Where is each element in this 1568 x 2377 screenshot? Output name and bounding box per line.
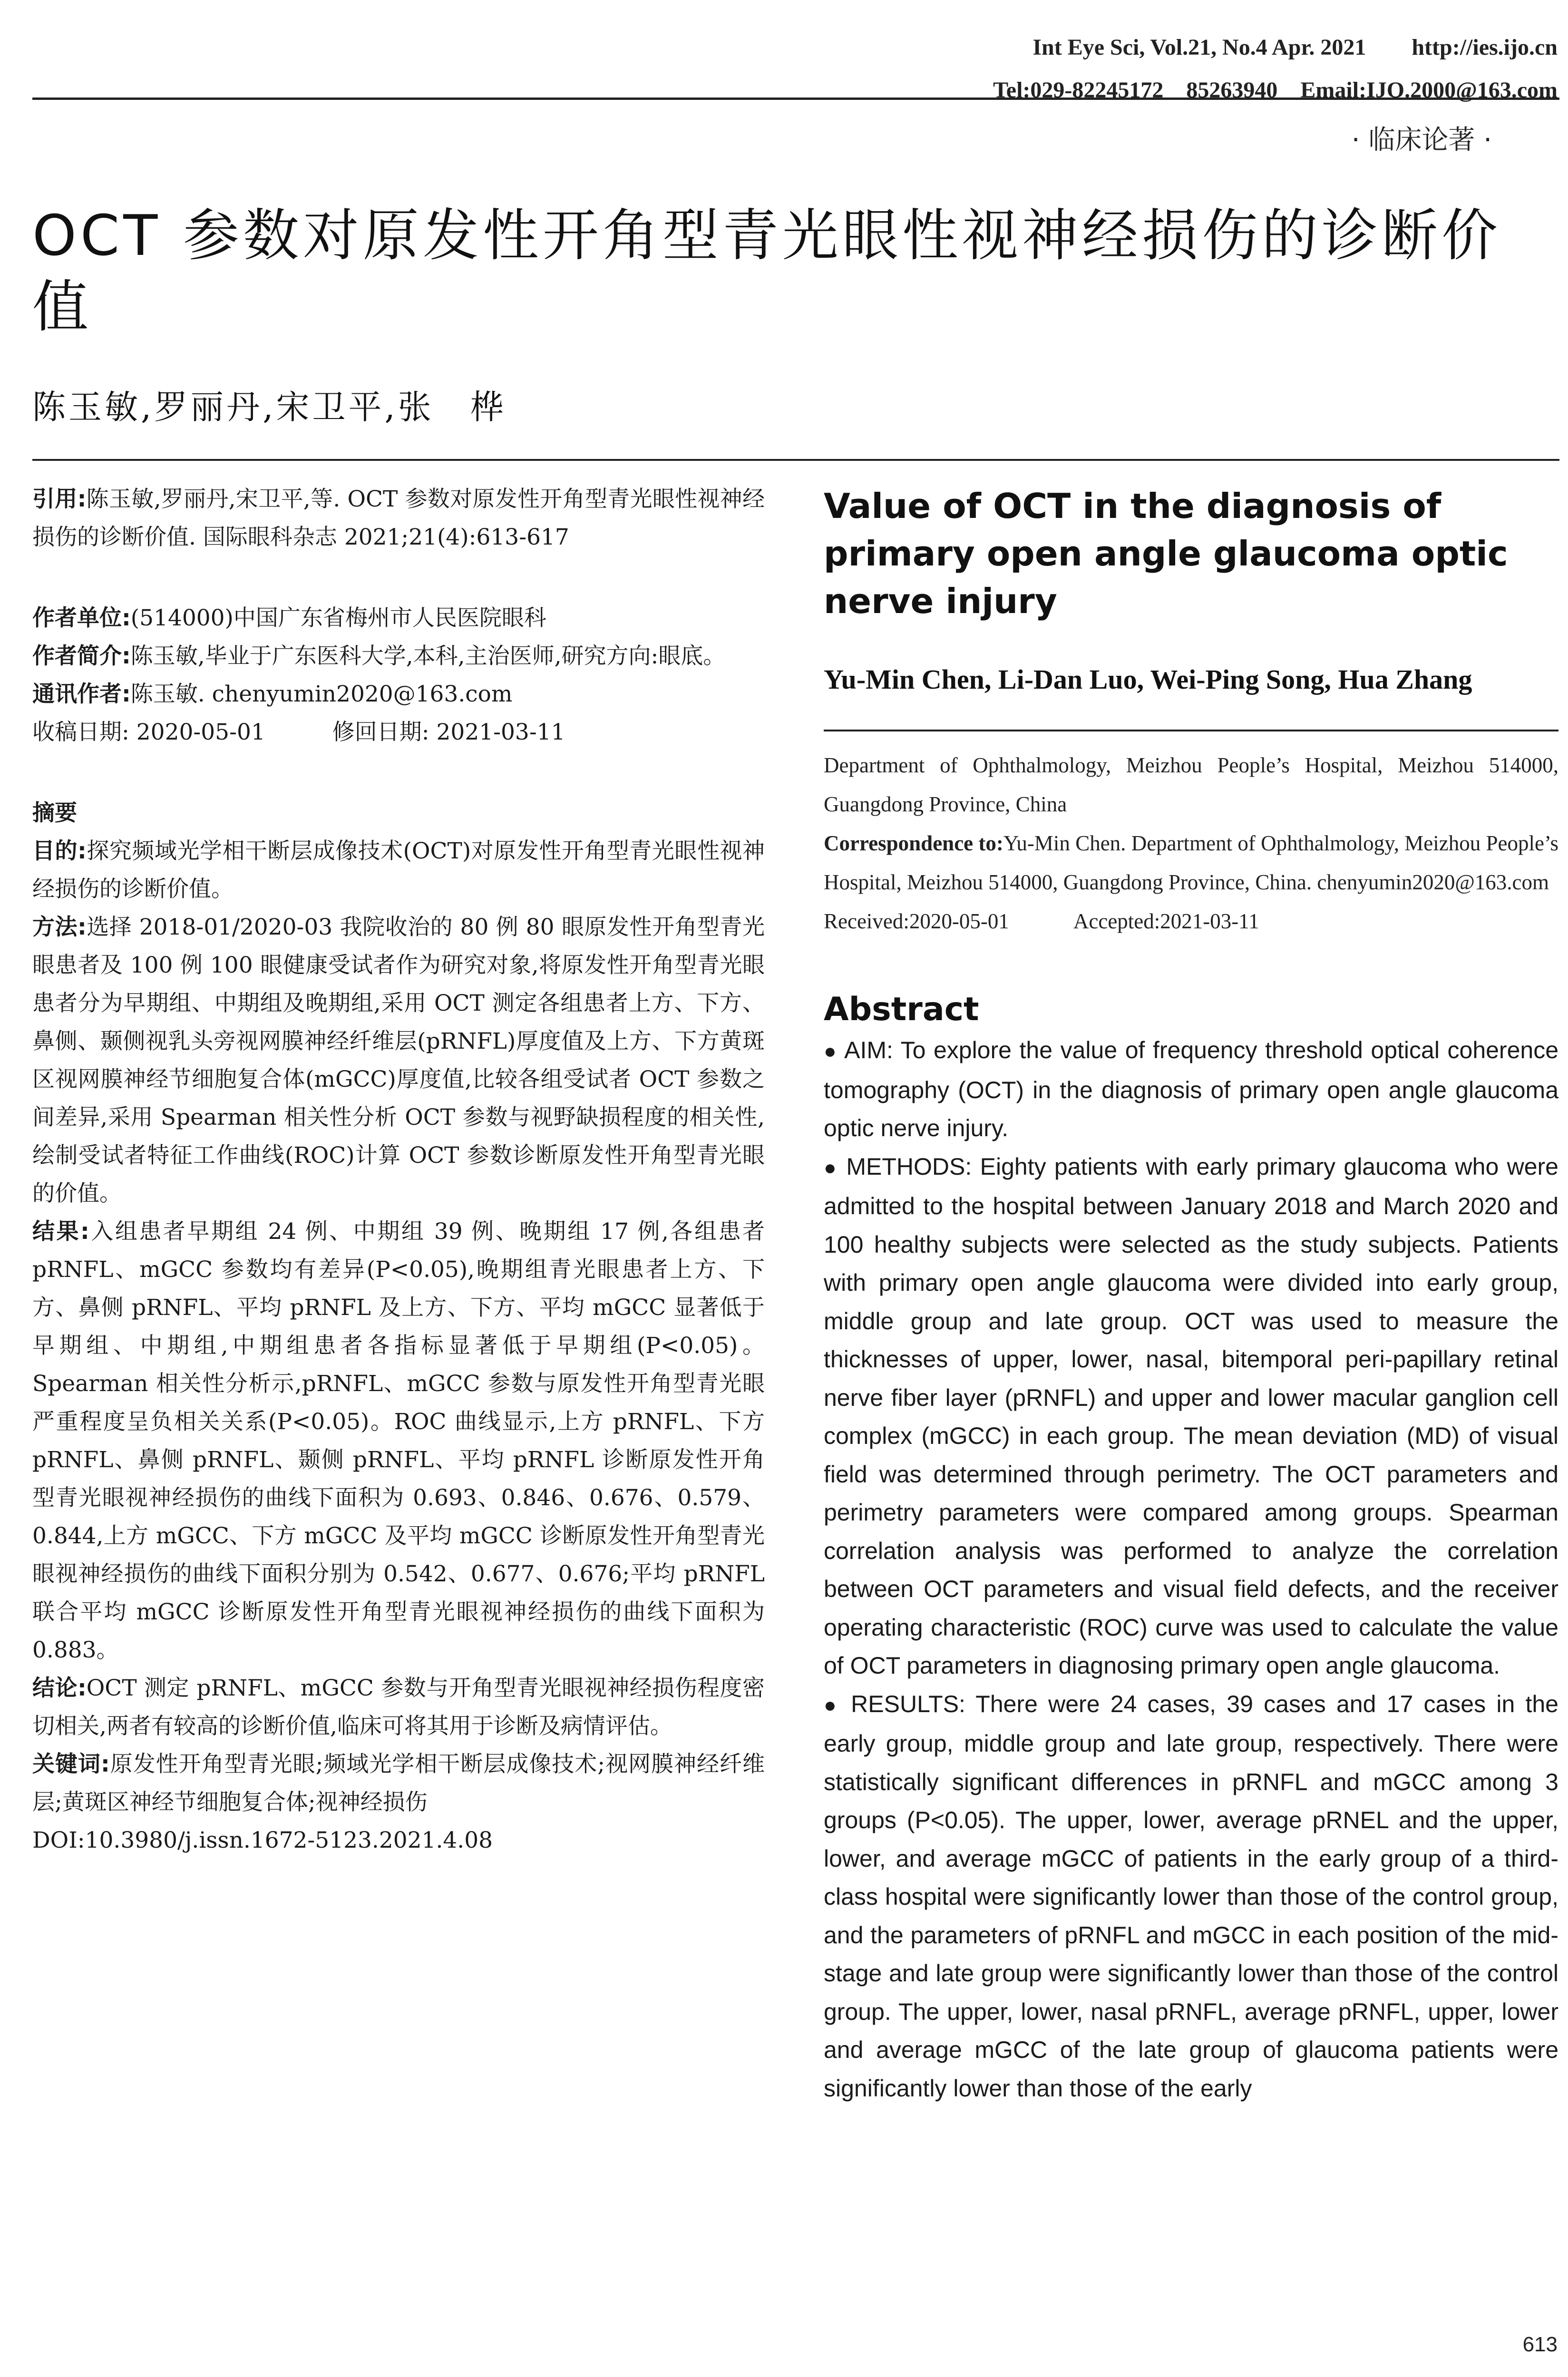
- methods-zh: [32, 908, 765, 1213]
- authors-en: Yu-Min Chen, Li-Dan Luo, Wei-Ping Song, Hua Zhang: [824, 664, 1472, 695]
- abstract-label-zh: 摘要: [32, 800, 77, 826]
- journal-header-line2: Tel:029-82245172 85263940 Email:IJO.2000@163.com: [993, 78, 1558, 103]
- citation-label: 引用:: [32, 486, 87, 512]
- aim-en-text: To explore the value of frequency threshold optical coherence tomography (OCT) in the diagnosis of primary open angle glaucoma optic nerve injury.: [824, 1037, 1559, 1141]
- conclusion-zh-label: 结论:: [32, 1675, 87, 1701]
- citation: [32, 480, 765, 556]
- doi: DOI:10.3980/j.issn.1672-5123.2021.4.08: [32, 1827, 493, 1853]
- corresponding-author-text: 陈玉敏. chenyumin2020@163.com: [130, 681, 513, 707]
- keywords-zh-label: 关键词:: [32, 1751, 110, 1777]
- correspondence-en-text: Yu-Min Chen. Department of Ophthalmology, Meizhou People’s Hospital, Meizhou 514000, Guangdong Province, China. chenyumin2020@163.com: [824, 831, 1558, 894]
- journal-header-line1: Int Eye Sci, Vol.21, No.4 Apr. 2021 http://ies.ijo.cn: [1032, 35, 1558, 60]
- methods-en: [824, 1148, 1558, 1685]
- right-column: [824, 480, 1558, 2107]
- citation-text: 陈玉敏,罗丽丹,宋卫平,等. OCT 参数对原发性开角型青光眼性视神经损伤的诊断价值. 国际眼科杂志 2021;21(4):613-617: [32, 486, 765, 550]
- dates-en: Received:2020-05-01 Accepted:2021-03-11: [824, 909, 1259, 933]
- results-zh-text: 入组患者早期组 24 例、中期组 39 例、晚期组 17 例,各组患者 pRNFL、mGCC 参数均有差异(P<0.05),晚期组青光眼患者上方、下方、鼻侧 pRNFL、平均 pRNFL 及上方、下方、平均 mGCC 显著低于早期组、中期组,中期组患者各指标显著低于早期组(P<0.05)。Spearman 相关性分析示,pRNFL、mGCC 参数与原发性开角型青光眼严重程度呈负相关关系(P<0.05)。ROC 曲线显示,上方 pRNFL、下方 pRNFL、鼻侧 pRNFL、颞侧 pRNFL、平均 pRNFL 诊断原发性开角型青光眼视神经损伤的曲线下面积为 0.693、0.846、0.676、0.579、0.844,上方 mGCC、下方 mGCC 及平均 mGCC 诊断原发性开角型青光眼视神经损伤的曲线下面积分别为 0.542、0.677、0.676;平均 pRNFL 联合平均 mGCC 诊断原发性开角型青光眼视神经损伤的曲线下面积为 0.883。: [32, 1218, 765, 1663]
- author-bio-label: 作者简介:: [32, 643, 131, 669]
- conclusion-zh-text: OCT 测定 pRNFL、mGCC 参数与开角型青光眼视神经损伤程度密切相关,两者有较高的诊断价值,临床可将其用于诊断及病情评估。: [32, 1675, 765, 1739]
- keywords-zh-text: 原发性开角型青光眼;频域光学相干断层成像技术;视网膜神经纤维层;黄斑区神经节细胞复合体;视神经损伤: [32, 1751, 765, 1815]
- keywords-zh: [32, 1745, 765, 1822]
- results-en: [824, 1685, 1558, 2108]
- header-rule: [32, 97, 1559, 100]
- author-unit-text: (514000)中国广东省梅州市人民医院眼科: [130, 605, 546, 631]
- bullet-icon: ●: [824, 1693, 840, 1717]
- methods-zh-text: 选择 2018-01/2020-03 我院收治的 80 例 80 眼原发性开角型青光眼患者及 100 例 100 眼健康受试者作为研究对象,将原发性开角型青光眼患者分为早期组、中期组及晚期组,采用 OCT 测定各组患者上方、下方、鼻侧、颞侧视乳头旁视网膜神经纤维层(pRNFL)厚度值及上方、下方黄斑区视网膜神经节细胞复合体(mGCC)厚度值,比较各组受试者 OCT 参数之间差异,采用 Spearman 相关性分析 OCT 参数与视野缺损程度的相关性,绘制受试者特征工作曲线(ROC)计算 OCT 参数诊断原发性开角型青光眼的价值。: [32, 914, 765, 1207]
- left-column: [32, 480, 765, 1860]
- methods-en-label: METHODS:: [846, 1153, 972, 1180]
- author-bio-text: 陈玉敏,毕业于广东医科大学,本科,主治医师,研究方向:眼底。: [130, 643, 726, 669]
- methods-zh-label: 方法:: [32, 914, 87, 940]
- page-number: 613: [1522, 2333, 1558, 2356]
- methods-en-text: Eighty patients with early primary glaucoma who were admitted to the hospital between January 2018 and March 2020 and 100 healthy subjects were selected as the study subjects. Patients with primary open angle glaucoma were divided into early group, middle group and late group. OCT was used to measure the thicknesses of upper, lower, nasal, bitemporal peri-papillary retinal nerve fiber layer (pRNFL) and upper and lower macular ganglion cell complex (mGCC) in each group. The mean deviation (MD) of visual field was determined through perimetry. The OCT parameters and perimetry parameters were compared among groups. Spearman correlation analysis was performed to analyze the correlation between OCT parameters and visual field defects, and the receiver operating characteristic (ROC) curve was used to calculate the value of OCT parameters in diagnosing primary open angle glaucoma.: [824, 1153, 1558, 1679]
- bullet-icon: ●: [824, 1156, 838, 1179]
- aim-en: [824, 1031, 1558, 1148]
- corresponding-author: [32, 675, 765, 713]
- title-zh: OCT 参数对原发性开角型青光眼性视神经损伤的诊断价值: [32, 203, 1501, 340]
- author-unit: [32, 599, 765, 637]
- abstract-heading-en: Abstract: [824, 991, 979, 1028]
- results-zh-label: 结果:: [32, 1218, 89, 1245]
- corresponding-author-label: 通讯作者:: [32, 681, 131, 707]
- correspondence-en-label: Correspondence to:: [824, 831, 1003, 855]
- author-bio: [32, 637, 765, 675]
- aim-zh-text: 探究频域光学相干断层成像技术(OCT)对原发性开角型青光眼性视神经损伤的诊断价值。: [32, 838, 765, 902]
- results-en-text: There were 24 cases, 39 cases and 17 cases in the early group, middle group and late group, respectively. There were statistically significant differences in pRNFL and mGCC among 3 groups (P<0.05). The upper, lower, average pRNEL and the upper, lower, and average mGCC of patients in the early group of a third-class hospital were significantly lower than those of the control group, and the parameters of pRNFL and mGCC in each position of the mid-stage and late group were significantly lower than those of the control group. The upper, lower, nasal pRNFL, average pRNFL, upper, lower and average mGCC of the late group of glaucoma patients were significantly lower than those of the early: [824, 1690, 1558, 2102]
- results-zh: [32, 1213, 765, 1669]
- authors-zh: 陈玉敏,罗丽丹,宋卫平,张 桦: [32, 388, 506, 427]
- affiliation-en: Department of Ophthalmology, Meizhou People’s Hospital, Meizhou 514000, Guangdong Province, China: [824, 753, 1558, 816]
- title-en: Value of OCT in the diagnosis of primary open angle glaucoma optic nerve injury: [824, 486, 1508, 621]
- aim-en-label: AIM:: [844, 1037, 893, 1063]
- bullet-icon: ●: [824, 1040, 838, 1063]
- author-unit-label: 作者单位:: [32, 605, 131, 631]
- conclusion-zh: [32, 1669, 765, 1745]
- authors-rule: [824, 730, 1558, 731]
- dates-zh: 收稿日期: 2020-05-01 修回日期: 2021-03-11: [32, 719, 565, 745]
- aim-zh-label: 目的:: [32, 838, 87, 864]
- aim-zh: [32, 832, 765, 908]
- title-rule: [32, 459, 1559, 461]
- results-en-label: RESULTS:: [851, 1690, 965, 1717]
- correspondence-en: [824, 824, 1558, 902]
- section-tag: · 临床论著 ·: [1351, 125, 1492, 156]
